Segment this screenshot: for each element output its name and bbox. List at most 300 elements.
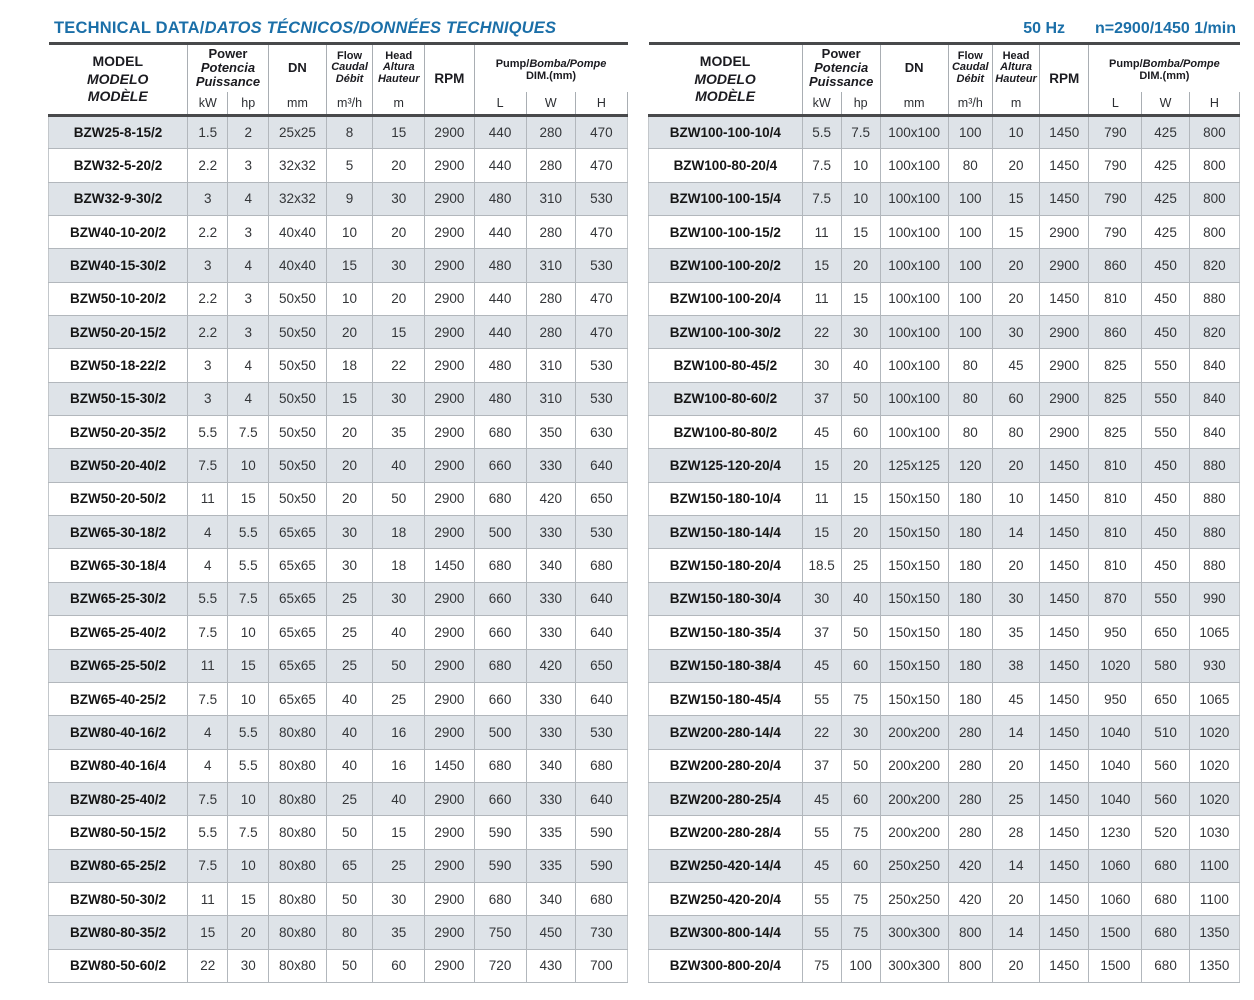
value-cell: 20 — [841, 249, 880, 282]
value-cell: 790 — [1089, 149, 1142, 182]
value-cell: 18 — [373, 516, 425, 549]
value-cell: 350 — [526, 416, 575, 449]
value-cell: 14 — [992, 849, 1039, 882]
value-cell: 825 — [1089, 416, 1142, 449]
value-cell: 1500 — [1089, 916, 1142, 949]
unit-m3h: m³/h — [326, 92, 372, 116]
value-cell: 420 — [526, 649, 575, 682]
value-cell: 55 — [802, 916, 841, 949]
value-cell: 880 — [1189, 282, 1239, 315]
dim-mm-label: DIM.(mm) — [1139, 70, 1190, 83]
value-cell: 2900 — [425, 249, 474, 282]
value-cell: 640 — [575, 782, 627, 815]
model-label-en: MODEL — [92, 53, 144, 70]
model-cell: BZW50-20-50/2 — [49, 482, 188, 515]
unit-dim-w: W — [526, 92, 575, 116]
value-cell: 4 — [187, 749, 228, 782]
value-cell: 40 — [326, 682, 372, 715]
value-cell: 25x25 — [269, 116, 327, 149]
value-cell: 2900 — [425, 882, 474, 915]
table-row — [649, 916, 1240, 949]
model-column-header — [649, 44, 803, 116]
value-cell: 330 — [526, 449, 575, 482]
value-cell: 2900 — [425, 282, 474, 315]
value-cell: 180 — [948, 582, 992, 615]
value-cell: 10 — [326, 216, 372, 249]
table-row — [49, 216, 628, 249]
unit-hp: hp — [841, 92, 880, 116]
power-column-header — [802, 44, 880, 92]
value-cell: 180 — [948, 682, 992, 715]
value-cell: 50x50 — [269, 416, 327, 449]
table-row — [49, 449, 628, 482]
value-cell: 2900 — [425, 382, 474, 415]
value-cell: 25 — [373, 849, 425, 882]
value-cell: 590 — [575, 816, 627, 849]
value-cell: 50x50 — [269, 316, 327, 349]
value-cell: 1065 — [1189, 682, 1239, 715]
value-cell: 15 — [373, 116, 425, 149]
model-cell: BZW65-25-50/2 — [49, 649, 188, 682]
value-cell: 20 — [992, 449, 1039, 482]
table-row — [49, 882, 628, 915]
value-cell: 40 — [841, 582, 880, 615]
value-cell: 590 — [575, 849, 627, 882]
dn-label: DN — [288, 60, 307, 76]
value-cell: 100x100 — [880, 249, 948, 282]
unit-dim-w: W — [1142, 92, 1189, 116]
value-cell: 2900 — [1040, 416, 1089, 449]
flow-label-fr: Débit — [956, 73, 985, 86]
value-cell: 7.5 — [802, 149, 841, 182]
table-row — [649, 949, 1240, 982]
value-cell: 15 — [228, 649, 269, 682]
model-cell: BZW125-120-20/4 — [649, 449, 803, 482]
value-cell: 4 — [228, 249, 269, 282]
model-cell: BZW150-180-20/4 — [649, 549, 803, 582]
value-cell: 50 — [841, 382, 880, 415]
table-row — [649, 749, 1240, 782]
table-row — [49, 582, 628, 615]
value-cell: 810 — [1089, 482, 1142, 515]
value-cell: 35 — [992, 616, 1039, 649]
value-cell: 65x65 — [269, 582, 327, 615]
value-cell: 45 — [802, 649, 841, 682]
table-row — [649, 116, 1240, 149]
value-cell: 150x150 — [880, 616, 948, 649]
value-cell: 860 — [1089, 316, 1142, 349]
value-cell: 330 — [526, 782, 575, 815]
value-cell: 65x65 — [269, 682, 327, 715]
value-cell: 22 — [187, 949, 228, 982]
value-cell: 60 — [841, 416, 880, 449]
table-row — [49, 316, 628, 349]
model-label-fr: MODÈLE — [87, 88, 148, 105]
value-cell: 80x80 — [269, 949, 327, 982]
value-cell: 22 — [373, 349, 425, 382]
value-cell: 280 — [948, 749, 992, 782]
table-row — [49, 416, 628, 449]
value-cell: 2900 — [425, 482, 474, 515]
value-cell: 65 — [326, 849, 372, 882]
value-cell: 470 — [575, 282, 627, 315]
value-cell: 100 — [948, 282, 992, 315]
value-cell: 550 — [1142, 349, 1189, 382]
table-row — [49, 382, 628, 415]
value-cell: 790 — [1089, 216, 1142, 249]
value-cell: 40 — [373, 616, 425, 649]
model-cell: BZW50-18-22/2 — [49, 349, 188, 382]
model-label-en: MODEL — [699, 53, 751, 70]
value-cell: 7.5 — [187, 682, 228, 715]
value-cell: 3 — [187, 182, 228, 215]
value-cell: 15 — [841, 282, 880, 315]
power-label-fr: Puissance — [195, 74, 261, 90]
value-cell: 480 — [474, 349, 526, 382]
pump-dim-column-header — [474, 44, 627, 92]
value-cell: 2900 — [425, 849, 474, 882]
value-cell: 1020 — [1189, 782, 1239, 815]
frequency-label: 50 Hz — [1023, 20, 1066, 37]
model-label-fr: MODÈLE — [695, 88, 756, 105]
pump-label-es-fr: Bomba/Pompe — [1142, 57, 1220, 70]
value-cell: 80x80 — [269, 849, 327, 882]
value-cell: 150x150 — [880, 649, 948, 682]
model-cell: BZW50-15-30/2 — [49, 382, 188, 415]
value-cell: 1040 — [1089, 749, 1142, 782]
value-cell: 4 — [228, 382, 269, 415]
model-cell: BZW100-80-80/2 — [649, 416, 803, 449]
dim-mm-label: DIM.(mm) — [525, 70, 577, 83]
table-row — [649, 482, 1240, 515]
value-cell: 335 — [526, 849, 575, 882]
value-cell: 440 — [474, 316, 526, 349]
table-row — [649, 382, 1240, 415]
value-cell: 330 — [526, 682, 575, 715]
value-cell: 80 — [948, 416, 992, 449]
value-cell: 2900 — [1040, 249, 1089, 282]
model-cell: BZW80-40-16/2 — [49, 716, 188, 749]
value-cell: 30 — [992, 316, 1039, 349]
value-cell: 425 — [1142, 149, 1189, 182]
value-cell: 680 — [474, 482, 526, 515]
table-row — [49, 149, 628, 182]
value-cell: 3 — [187, 382, 228, 415]
value-cell: 35 — [373, 416, 425, 449]
value-cell: 450 — [1142, 549, 1189, 582]
dn-label: DN — [904, 60, 924, 76]
table-row — [49, 182, 628, 215]
value-cell: 3 — [187, 349, 228, 382]
value-cell: 20 — [992, 949, 1039, 982]
value-cell: 1450 — [1040, 949, 1089, 982]
value-cell: 10 — [228, 682, 269, 715]
model-cell: BZW150-180-10/4 — [649, 482, 803, 515]
model-cell: BZW32-5-20/2 — [49, 149, 188, 182]
power-label-en: Power — [208, 46, 248, 62]
value-cell: 2900 — [425, 949, 474, 982]
value-cell: 790 — [1089, 182, 1142, 215]
value-cell: 580 — [1142, 649, 1189, 682]
value-cell: 480 — [474, 182, 526, 215]
head-label-fr: Hauteur — [995, 73, 1037, 86]
value-cell: 640 — [575, 582, 627, 615]
value-cell: 1450 — [1040, 282, 1089, 315]
value-cell: 20 — [992, 749, 1039, 782]
unit-kw: kW — [802, 92, 841, 116]
value-cell: 2900 — [425, 316, 474, 349]
value-cell: 340 — [526, 882, 575, 915]
unit-mm: mm — [880, 92, 948, 116]
model-cell: BZW65-30-18/4 — [49, 549, 188, 582]
value-cell: 2.2 — [187, 282, 228, 315]
value-cell: 340 — [526, 749, 575, 782]
model-cell: BZW80-25-40/2 — [49, 782, 188, 815]
value-cell: 3 — [228, 316, 269, 349]
value-cell: 2900 — [425, 216, 474, 249]
value-cell: 5.5 — [228, 749, 269, 782]
model-cell: BZW150-180-30/4 — [649, 582, 803, 615]
table-row — [49, 949, 628, 982]
power-column-header — [187, 44, 268, 92]
unit-kw: kW — [187, 92, 228, 116]
unit-m3h: m³/h — [948, 92, 992, 116]
value-cell: 200x200 — [880, 816, 948, 849]
value-cell: 1060 — [1089, 849, 1142, 882]
rpm-label: RPM — [434, 71, 465, 87]
table-row — [649, 582, 1240, 615]
value-cell: 1100 — [1189, 882, 1239, 915]
value-cell: 15 — [373, 316, 425, 349]
value-cell: 30 — [802, 349, 841, 382]
value-cell: 450 — [1142, 316, 1189, 349]
value-cell: 180 — [948, 616, 992, 649]
value-cell: 990 — [1189, 582, 1239, 615]
unit-dim-h: H — [575, 92, 627, 116]
value-cell: 80x80 — [269, 816, 327, 849]
value-cell: 680 — [474, 882, 526, 915]
value-cell: 1230 — [1089, 816, 1142, 849]
value-cell: 640 — [575, 616, 627, 649]
value-cell: 5.5 — [187, 582, 228, 615]
value-cell: 680 — [474, 549, 526, 582]
value-cell: 30 — [373, 249, 425, 282]
value-cell: 2900 — [425, 516, 474, 549]
value-cell: 2900 — [425, 716, 474, 749]
dn-column-header — [880, 44, 948, 92]
value-cell: 80 — [948, 382, 992, 415]
value-cell: 20 — [326, 449, 372, 482]
value-cell: 30 — [373, 582, 425, 615]
value-cell: 30 — [373, 182, 425, 215]
value-cell: 125x125 — [880, 449, 948, 482]
value-cell: 5.5 — [187, 416, 228, 449]
value-cell: 840 — [1189, 416, 1239, 449]
model-cell: BZW100-80-45/2 — [649, 349, 803, 382]
value-cell: 660 — [474, 582, 526, 615]
model-cell: BZW80-40-16/4 — [49, 749, 188, 782]
model-cell: BZW100-80-20/4 — [649, 149, 803, 182]
table-row — [49, 716, 628, 749]
value-cell: 180 — [948, 516, 992, 549]
pump-label-en: Pump/ — [1109, 57, 1143, 70]
value-cell: 680 — [474, 649, 526, 682]
value-cell: 15 — [802, 516, 841, 549]
value-cell: 1450 — [1040, 816, 1089, 849]
value-cell: 32x32 — [269, 182, 327, 215]
flow-label-en: Flow — [957, 49, 983, 62]
value-cell: 2900 — [425, 416, 474, 449]
table-row — [49, 616, 628, 649]
value-cell: 420 — [948, 882, 992, 915]
value-cell: 30 — [228, 949, 269, 982]
value-cell: 800 — [948, 916, 992, 949]
value-cell: 150x150 — [880, 549, 948, 582]
value-cell: 4 — [187, 516, 228, 549]
value-cell: 20 — [992, 249, 1039, 282]
value-cell: 2.2 — [187, 149, 228, 182]
value-cell: 300x300 — [880, 949, 948, 982]
value-cell: 37 — [802, 616, 841, 649]
value-cell: 75 — [802, 949, 841, 982]
value-cell: 50x50 — [269, 282, 327, 315]
model-cell: BZW100-100-30/2 — [649, 316, 803, 349]
value-cell: 250x250 — [880, 882, 948, 915]
model-cell: BZW50-20-15/2 — [49, 316, 188, 349]
value-cell: 330 — [526, 582, 575, 615]
model-cell: BZW80-50-30/2 — [49, 882, 188, 915]
value-cell: 20 — [373, 282, 425, 315]
tables-container — [48, 42, 1240, 983]
table-row — [49, 482, 628, 515]
model-cell: BZW100-80-60/2 — [649, 382, 803, 415]
model-cell: BZW80-50-15/2 — [49, 816, 188, 849]
flow-column-header — [326, 44, 372, 92]
table-row — [649, 549, 1240, 582]
value-cell: 35 — [373, 916, 425, 949]
model-cell: BZW250-420-20/4 — [649, 882, 803, 915]
value-cell: 16 — [373, 749, 425, 782]
value-cell: 810 — [1089, 516, 1142, 549]
value-cell: 590 — [474, 849, 526, 882]
value-cell: 800 — [1189, 182, 1239, 215]
value-cell: 930 — [1189, 649, 1239, 682]
value-cell: 840 — [1189, 349, 1239, 382]
value-cell: 280 — [526, 316, 575, 349]
model-cell: BZW65-30-18/2 — [49, 516, 188, 549]
value-cell: 14 — [992, 716, 1039, 749]
value-cell: 450 — [1142, 249, 1189, 282]
value-cell: 1450 — [1040, 716, 1089, 749]
model-cell: BZW100-100-15/2 — [649, 216, 803, 249]
value-cell: 1020 — [1189, 749, 1239, 782]
value-cell: 450 — [1142, 516, 1189, 549]
table-row — [649, 682, 1240, 715]
value-cell: 15 — [187, 916, 228, 949]
value-cell: 1020 — [1189, 716, 1239, 749]
table-row — [49, 682, 628, 715]
value-cell: 7.5 — [841, 116, 880, 149]
value-cell: 20 — [992, 882, 1039, 915]
value-cell: 100 — [948, 249, 992, 282]
model-cell: BZW100-100-10/4 — [649, 116, 803, 149]
value-cell: 1100 — [1189, 849, 1239, 882]
value-cell: 16 — [373, 716, 425, 749]
value-cell: 100x100 — [880, 116, 948, 149]
head-column-header — [373, 44, 425, 92]
value-cell: 4 — [187, 549, 228, 582]
value-cell: 420 — [526, 482, 575, 515]
value-cell: 75 — [841, 916, 880, 949]
value-cell: 7.5 — [802, 182, 841, 215]
value-cell: 660 — [474, 782, 526, 815]
value-cell: 2.2 — [187, 216, 228, 249]
value-cell: 2900 — [1040, 382, 1089, 415]
value-cell: 680 — [1142, 849, 1189, 882]
table-row — [649, 282, 1240, 315]
value-cell: 15 — [326, 249, 372, 282]
value-cell: 1450 — [1040, 549, 1089, 582]
value-cell: 100x100 — [880, 349, 948, 382]
value-cell: 10 — [992, 482, 1039, 515]
flow-label-fr: Débit — [335, 73, 364, 86]
model-cell: BZW40-10-20/2 — [49, 216, 188, 249]
value-cell: 1450 — [1040, 449, 1089, 482]
value-cell: 22 — [802, 316, 841, 349]
value-cell: 310 — [526, 349, 575, 382]
value-cell: 2900 — [425, 916, 474, 949]
value-cell: 2900 — [1040, 316, 1089, 349]
value-cell: 470 — [575, 149, 627, 182]
value-cell: 45 — [992, 682, 1039, 715]
value-cell: 150x150 — [880, 582, 948, 615]
model-cell: BZW150-180-14/4 — [649, 516, 803, 549]
value-cell: 640 — [575, 449, 627, 482]
table-row — [49, 282, 628, 315]
value-cell: 4 — [228, 182, 269, 215]
value-cell: 680 — [575, 549, 627, 582]
value-cell: 25 — [992, 782, 1039, 815]
table-row — [49, 516, 628, 549]
value-cell: 450 — [1142, 449, 1189, 482]
value-cell: 800 — [1189, 216, 1239, 249]
value-cell: 50 — [841, 749, 880, 782]
value-cell: 1450 — [425, 749, 474, 782]
value-cell: 75 — [841, 816, 880, 849]
value-cell: 50x50 — [269, 349, 327, 382]
value-cell: 8 — [326, 116, 372, 149]
value-cell: 1450 — [1040, 149, 1089, 182]
model-cell: BZW250-420-14/4 — [649, 849, 803, 882]
model-cell: BZW80-50-60/2 — [49, 949, 188, 982]
value-cell: 55 — [802, 882, 841, 915]
value-cell: 1450 — [1040, 749, 1089, 782]
value-cell: 730 — [575, 916, 627, 949]
value-cell: 430 — [526, 949, 575, 982]
value-cell: 425 — [1142, 182, 1189, 215]
value-cell: 1.5 — [187, 116, 228, 149]
value-cell: 65x65 — [269, 516, 327, 549]
value-cell: 20 — [326, 482, 372, 515]
value-cell: 1450 — [1040, 882, 1089, 915]
value-cell: 15 — [373, 816, 425, 849]
value-cell: 530 — [575, 516, 627, 549]
model-cell: BZW300-800-14/4 — [649, 916, 803, 949]
value-cell: 50 — [326, 949, 372, 982]
value-cell: 640 — [575, 682, 627, 715]
value-cell: 280 — [948, 782, 992, 815]
value-cell: 880 — [1189, 516, 1239, 549]
